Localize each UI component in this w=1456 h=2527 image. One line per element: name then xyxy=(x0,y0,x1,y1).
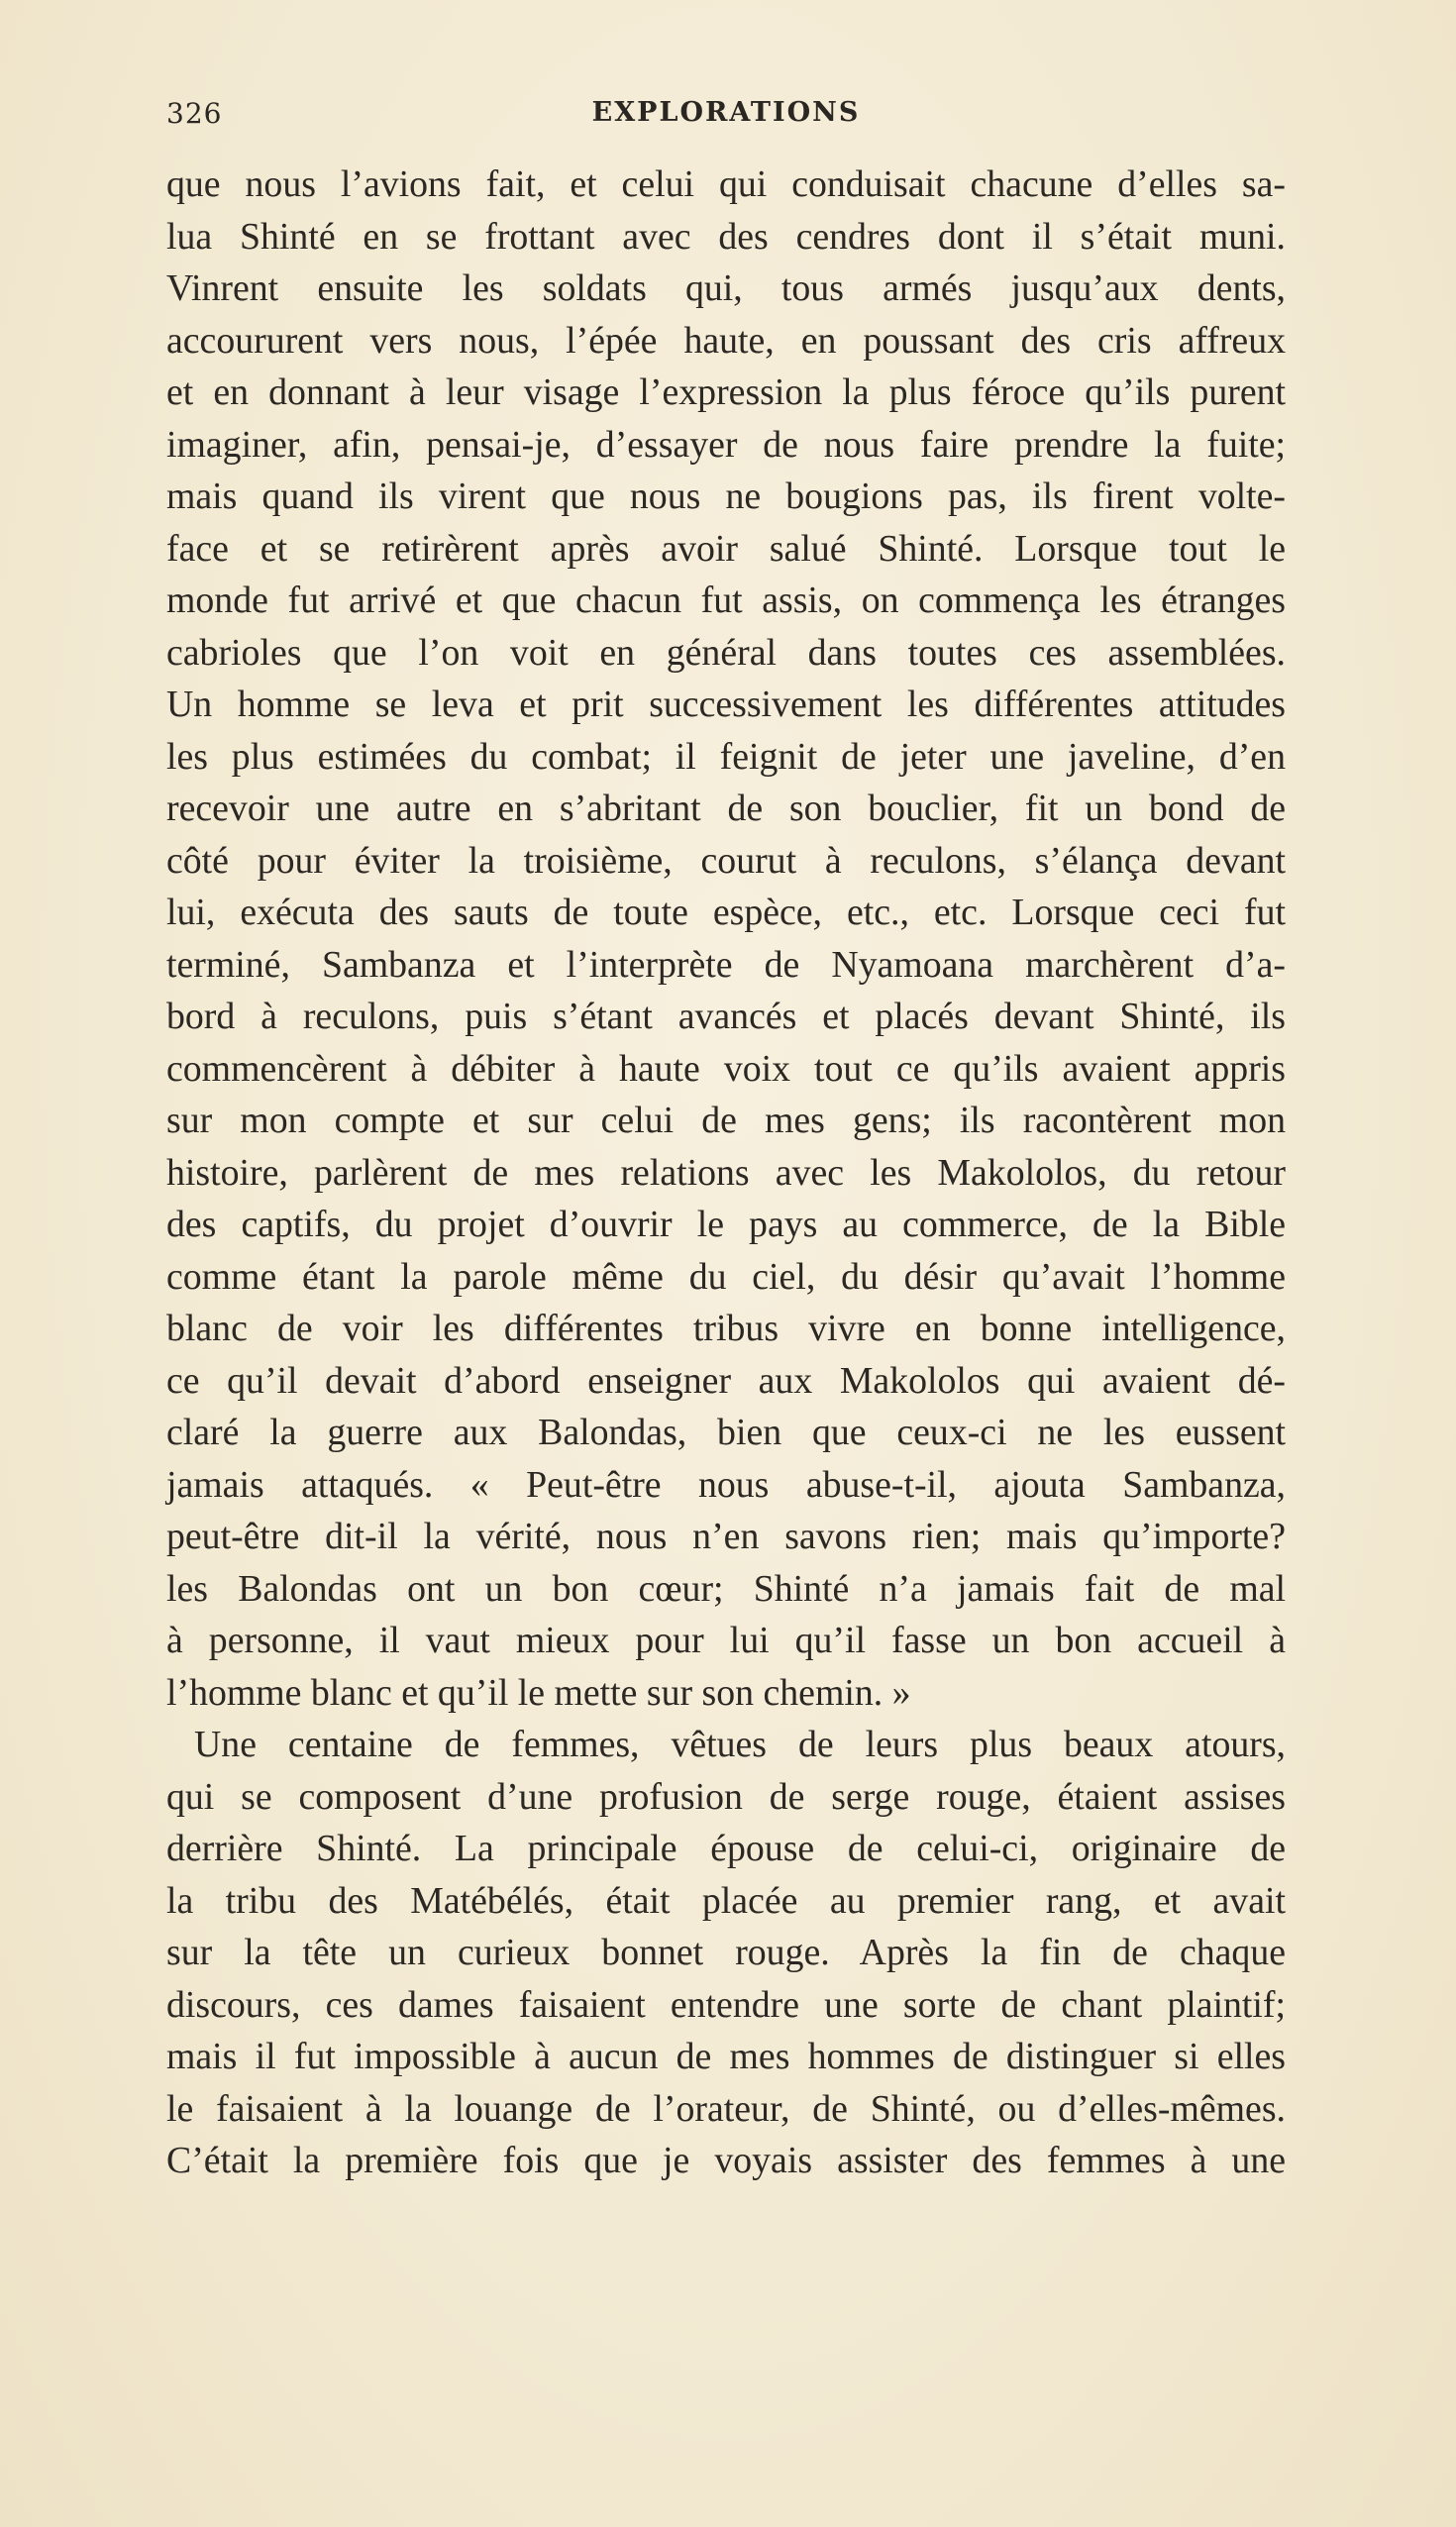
text-line: sur la tête un curieux bonnet rouge. Après la fin de chaque xyxy=(166,1932,1286,1973)
text-line: histoire, parlèrent de mes relations avec les Makololos, du retour xyxy=(166,1151,1286,1194)
paragraph-1 xyxy=(166,158,1286,1719)
text-line: monde fut arrivé et que chacun fut assis, on commença les étranges xyxy=(166,579,1286,621)
text-line: Un homme se leva et prit successivement les différentes attitudes xyxy=(166,684,1286,725)
text-line: les plus estimées du combat; il feignit de jeter une javeline, d’en xyxy=(166,735,1286,778)
text-line: recevoir une autre en s’abritant de son bouclier, fit un bond de xyxy=(166,788,1286,829)
text-line: bord à reculons, puis s’étant avancés et placés devant Shinté, ils xyxy=(166,996,1286,1037)
text-line: les Balondas ont un bon cœur; Shinté n’a jamais fait de mal xyxy=(166,1567,1286,1610)
text-line: blanc de voir les différentes tribus vivre en bonne intelligence, xyxy=(166,1308,1286,1349)
text-line: lui, exécuta des sauts de toute espèce, etc., etc. Lorsque ceci fut xyxy=(166,892,1286,933)
text-line: mais il fut impossible à aucun de mes hommes de distinguer si elles xyxy=(166,2036,1286,2077)
text-line: sur mon compte et sur celui de mes gens; ils racontèrent mon xyxy=(166,1100,1286,1141)
text-line: imaginer, afin, pensai-je, d’essayer de nous faire prendre la fuite; xyxy=(166,423,1286,466)
text-line: derrière Shinté. La principale épouse de celui-ci, originaire de xyxy=(166,1828,1286,1869)
text-line: la tribu des Matébélés, était placée au premier rang, et avait xyxy=(166,1879,1286,1922)
text-line: mais quand ils virent que nous ne bougions pas, ils firent volte- xyxy=(166,475,1286,517)
paragraph-2 xyxy=(166,1719,1286,2187)
text-line: à personne, il vaut mieux pour lui qu’il fasse un bon accueil à xyxy=(166,1620,1286,1661)
text-line: C’était la première fois que je voyais assister des femmes à une xyxy=(166,2140,1286,2181)
text-line: l’homme blanc et qu’il le mette sur son chemin. » xyxy=(166,1671,911,1714)
text-line: terminé, Sambanza et l’interprète de Nyamoana marchèrent d’a- xyxy=(166,943,1286,986)
text-line: qui se composent d’une profusion de serge rouge, étaient assises xyxy=(166,1775,1286,1818)
text-line: face et se retirèrent après avoir salué Shinté. Lorsque tout le xyxy=(166,527,1286,570)
text-line: Une centaine de femmes, vêtues de leurs plus beaux atours, xyxy=(194,1724,1286,1765)
text-line: commencèrent à débiter à haute voix tout ce qu’ils avaient appris xyxy=(166,1047,1286,1090)
text-line: discours, ces dames faisaient entendre une sorte de chant plaintif; xyxy=(166,1983,1286,2026)
text-line: claré la guerre aux Balondas, bien que ceux-ci ne les eussent xyxy=(166,1412,1286,1453)
text-line: comme étant la parole même du ciel, du désir qu’avait l’homme xyxy=(166,1255,1286,1298)
text-line: le faisaient à la louange de l’orateur, de Shinté, ou d’elles-mêmes. xyxy=(166,2087,1286,2130)
text-line: lua Shinté en se frottant avec des cendres dont il s’était muni. xyxy=(166,215,1286,258)
text-line: côté pour éviter la troisième, courut à reculons, s’élança devant xyxy=(166,839,1286,882)
text-line: peut-être dit-il la vérité, nous n’en savons rien; mais qu’importe? xyxy=(166,1516,1286,1557)
page-number: 326 xyxy=(166,97,223,130)
text-line: cabrioles que l’on voit en général dans toutes ces assemblées. xyxy=(166,631,1286,674)
text-line: et en donnant à leur visage l’expression la plus féroce qu’ils purent xyxy=(166,371,1286,413)
text-line: Vinrent ensuite les soldats qui, tous armés jusqu’aux dents, xyxy=(166,267,1286,309)
running-title: EXPLORATIONS xyxy=(591,97,861,128)
page-header xyxy=(166,97,1286,147)
text-line: ce qu’il devait d’abord enseigner aux Makololos qui avaient dé- xyxy=(166,1359,1286,1402)
text-line: accoururent vers nous, l’épée haute, en poussant des cris affreux xyxy=(166,319,1286,362)
body-text xyxy=(166,158,1286,2187)
text-line: des captifs, du projet d’ouvrir le pays au commerce, de la Bible xyxy=(166,1204,1286,1245)
text-line: que nous l’avions fait, et celui qui conduisait chacune d’elles sa- xyxy=(166,163,1286,205)
text-line: jamais attaqués. « Peut-être nous abuse-t-il, ajouta Sambanza, xyxy=(166,1463,1286,1506)
